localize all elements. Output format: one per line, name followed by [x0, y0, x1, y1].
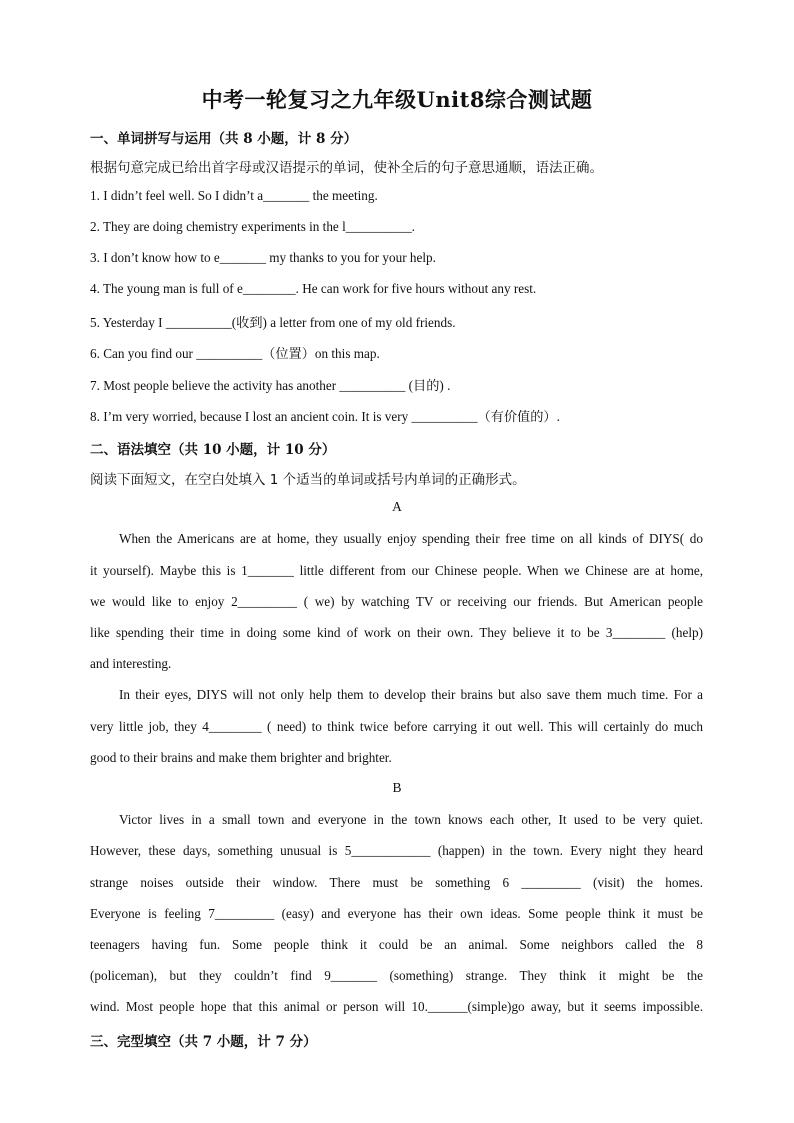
question-2: 2. They are doing chemistry experiments in the l__________.	[90, 219, 415, 234]
passage-b-label: B	[392, 780, 402, 795]
page-title: 中考一轮复习之九年级Unit8综合测试题	[201, 87, 593, 112]
passage-a-line: very little job, they 4________ ( need) to think twice before carrying it out well. This will certainly do much	[90, 719, 703, 734]
passage-a-line: we would like to enjoy 2_________ ( we) by watching TV or receiving our friends. But American people	[90, 594, 703, 609]
passage-a-label: A	[392, 499, 402, 514]
passage-b-line: teenagers having fun. Some people think it could be an animal. Some neighbors called the 8	[90, 937, 703, 952]
question-6: 6. Can you find our __________（位置）on this map.	[90, 346, 380, 361]
section-2-heading: 二、语法填空（共 10 小题，计 10 分）	[90, 442, 336, 458]
question-4: 4. The young man is full of e________. He can work for five hours without any rest.	[90, 281, 537, 296]
passage-b-line: wind. Most people hope that this animal or person will 10.______(simple)go away, but it seems impossible.	[90, 999, 703, 1014]
passage-a-line: and interesting.	[90, 656, 172, 671]
section-3-heading: 三、完型填空（共 7 小题，计 7 分）	[90, 1034, 317, 1050]
question-3: 3. I don’t know how to e_______ my thanks to you for your help.	[90, 250, 436, 265]
passage-a-line: like spending their time in doing some kind of work on their own. They believe it to be 3________ (help)	[90, 625, 703, 640]
passage-b-line: strange noises outside their window. There must be something 6 _________ (visit) the homes.	[90, 875, 703, 890]
section-1-heading: 一、单词拼写与运用（共 8 小题，计 8 分）	[90, 131, 358, 147]
passage-b-line: Victor lives in a small town and everyone in the town knows each other, It used to be very quiet.	[119, 812, 703, 827]
passage-a-line: In their eyes, DIYS will not only help them to develop their brains but also save them much time. For a	[119, 687, 703, 702]
passage-b-line: However, these days, something unusual is 5____________ (happen) in the town. Every night they heard	[90, 843, 703, 858]
passage-a-line: When the Americans are at home, they usually enjoy spending their free time on all kinds of DIYS( do	[119, 531, 703, 546]
question-8: 8. I’m very worried, because I lost an ancient coin. It is very __________（有价值的）.	[90, 409, 560, 424]
passage-b-line: Everyone is feeling 7_________ (easy) and everyone has their own ideas. Some people think it must be	[90, 906, 703, 921]
passage-a-line: good to their brains and make them brighter and brighter.	[90, 750, 392, 765]
question-7: 7. Most people believe the activity has another __________ (目的) .	[90, 378, 451, 393]
section-2-instruction: 阅读下面短文，在空白处填入 1 个适当的单词或括号内单词的正确形式。	[90, 472, 526, 488]
question-1: 1. I didn’t feel well. So I didn’t a_______ the meeting.	[90, 188, 378, 203]
question-5: 5. Yesterday I __________(收到) a letter from one of my old friends.	[90, 315, 456, 330]
passage-b-line: (policeman), but they couldn’t find 9_______ (something) strange. They think it might be the	[90, 968, 703, 983]
section-1-instruction: 根据句意完成已给出首字母或汉语提示的单词，使补全后的句子意思通顺，语法正确。	[90, 160, 603, 176]
passage-a-line: it yourself). Maybe this is 1_______ little different from our Chinese people. When we Chinese are at home,	[90, 563, 703, 578]
